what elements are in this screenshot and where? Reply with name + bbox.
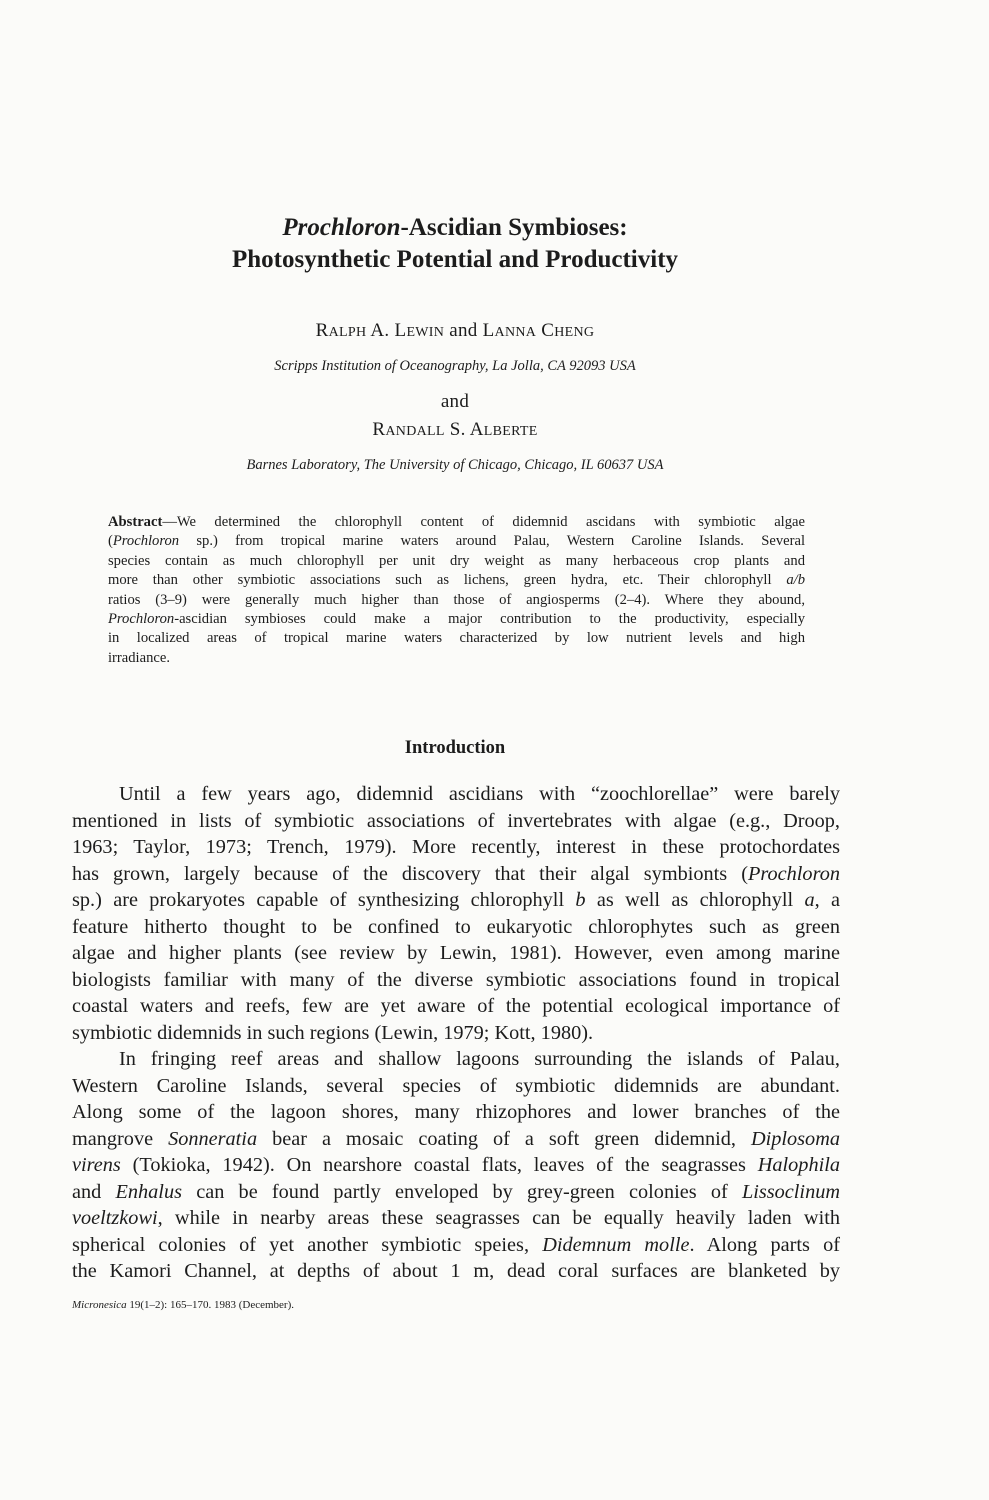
title-line-1 [0,213,910,243]
text-line [72,1232,840,1258]
text-segment: sp.) from tropical marine waters around Palau, Western Caroline Islands. Several [179,533,805,550]
italic-text: a [804,889,815,911]
text-segment: -ascidian symbioses could make a major contribution to the productivity, especially [174,611,805,627]
author-text: A. [366,320,395,341]
author-text: C [541,320,555,341]
text-line [119,781,840,807]
text-segment: symbiotic didemnids in such regions (Lewin, 1979; Kott, 1980). [72,1021,594,1044]
text-segment: species contain as much chlorophyll per unit dry weight as many herbaceous crop plants and [108,552,805,569]
text-segment: Along some of the lagoon shores, many rhizophores and lower branches of the [72,1101,840,1123]
footer-citation [72,1299,294,1311]
text-segment: . Along parts of [689,1233,840,1256]
text-line [108,610,805,629]
text-line [119,1046,840,1072]
text-segment: 1963; Taylor, 1973; Trench, 1979). More recently, interest in these protochordates [72,836,840,858]
text-line [72,1020,840,1046]
author-text: and [444,320,483,341]
text-line [108,571,805,590]
text-segment: Western Caroline Islands, several species of symbiotic didemnids are abundant. [72,1074,840,1097]
text-segment: mentioned in lists of symbiotic associations of invertebrates with algae (e.g., Droop, [72,809,840,832]
text-segment: bear a mosaic coating of a soft green didemnid, [257,1127,751,1150]
text-line [72,940,840,966]
text-line [108,532,805,551]
text-line [72,1099,840,1125]
italic-text: Prochloron [747,862,840,885]
author-text: R [372,419,386,440]
text-segment: has grown, largely because of the discovery that their algal symbionts ( [72,862,748,885]
text-line [108,629,805,648]
text-segment: as well as chlorophyll [585,889,805,911]
text-line [72,834,840,860]
affiliation-2: Barnes Laboratory, The University of Chicago, Chicago, IL 60637 USA [246,457,664,473]
text-segment: ratios (3–9) were generally much higher than those of angiosperms (2–4). Where they abound, [108,591,805,608]
title-genus: Prochloron [282,214,401,241]
text-segment: sp.) are prokaryotes capable of synthesizing chlorophyll [72,889,576,911]
text-line [108,649,805,668]
text-line [72,887,840,913]
title-line-2: Photosynthetic Potential and Productivity [231,246,679,273]
text-segment: feature hitherto thought to be confined to eukaryotic chlorophytes such as green [72,915,840,938]
text-segment: algae and higher plants (see review by Lewin, 1981). However, even among marine [72,942,840,964]
text-segment: can be found partly enveloped by grey-green colonies of [181,1180,742,1203]
text-line [72,914,840,940]
bold-label: Abstract [108,514,163,530]
italic-text: Prochloron [112,533,180,550]
italic-text: Didemnum molle [542,1233,690,1256]
author-text: HENG [554,325,595,340]
italic-text: Halophila [757,1154,840,1176]
text-line [72,1126,840,1152]
authors-line-1 [0,320,910,342]
section-heading-introduction: Introduction [404,738,506,758]
italic-text: Diplosoma [750,1127,840,1150]
text-line [72,967,840,993]
text-segment: biologists familiar with many of the diverse symbiotic associations found in tropical [72,968,840,991]
text-segment: irradiance. [108,649,170,666]
author-text: ALPH [328,325,367,340]
text-segment: and [72,1180,116,1203]
italic-text: a/b [786,572,805,589]
author-text: LBERTE [483,424,538,439]
italic-text: voeltzkowi [72,1207,158,1229]
text-line [72,1073,840,1099]
italic-text: Sonneratia [168,1127,258,1150]
italic-text: Prochloron [108,611,175,627]
text-segment: —We determined the chlorophyll content of didemnid ascidans with symbiotic algae [162,514,805,530]
text-line [72,1179,840,1205]
text-segment: mangrove [72,1127,169,1150]
text-segment: (Tokioka, 1942). On nearshore coastal flats, leaves of the seagrasses [120,1154,758,1176]
text-line [108,552,805,571]
author-text: L [482,320,495,341]
journal-name: Micronesica [72,1299,127,1311]
text-segment: more than other symbiotic associations such as lichens, green hydra, etc. Their chlorophyll [108,572,787,589]
text-segment: In fringing reef areas and shallow lagoons surrounding the islands of Palau, [119,1048,840,1070]
affiliation-1: Scripps Institution of Oceanography, La Jolla, CA 92093 USA [274,358,636,374]
text-segment: , while in nearby areas these seagrasses can be equally heavily laden with [157,1207,840,1229]
author-text: ANNA [494,325,537,340]
italic-text: Enhalus [115,1180,182,1203]
author-text: S. [444,419,470,440]
text-segment: the Kamori Channel, at depths of about 1 m, dead coral surfaces are blanketed by [72,1260,840,1282]
text-line [72,1258,840,1284]
text-segment: , a [814,889,840,911]
text-segment: coastal waters and reefs, few are yet aware of the potential ecological importance of [72,995,840,1017]
authors-and: and [440,391,470,412]
italic-text: virens [72,1154,121,1176]
text-line [72,993,840,1019]
text-line [72,1152,840,1178]
text-line [72,1205,840,1231]
italic-text: b [575,889,586,911]
citation-details: 19(1–2): 165–170. 1983 (December). [126,1299,294,1311]
text-line [108,513,805,532]
author-text: EWIN [406,325,445,340]
text-line [72,861,840,887]
italic-text: Lissoclinum [741,1180,840,1203]
text-segment: spherical colonies of yet another symbiotic speies, [72,1233,543,1256]
text-line [108,591,805,610]
author-text: ANDALL [385,424,445,439]
authors-line-2 [0,419,910,441]
author-text: R [315,320,329,341]
author-text: A [469,419,484,440]
title-line-1-rest: -Ascidian Symbioses: [400,214,628,241]
text-segment: ( [108,533,113,550]
text-segment: Until a few years ago, didemnid ascidians with “zoochlorellae” were barely [119,783,840,805]
text-line [72,808,840,834]
text-segment: in localized areas of tropical marine waters characterized by low nutrient levels and high [108,630,805,647]
author-text: L [394,320,407,341]
